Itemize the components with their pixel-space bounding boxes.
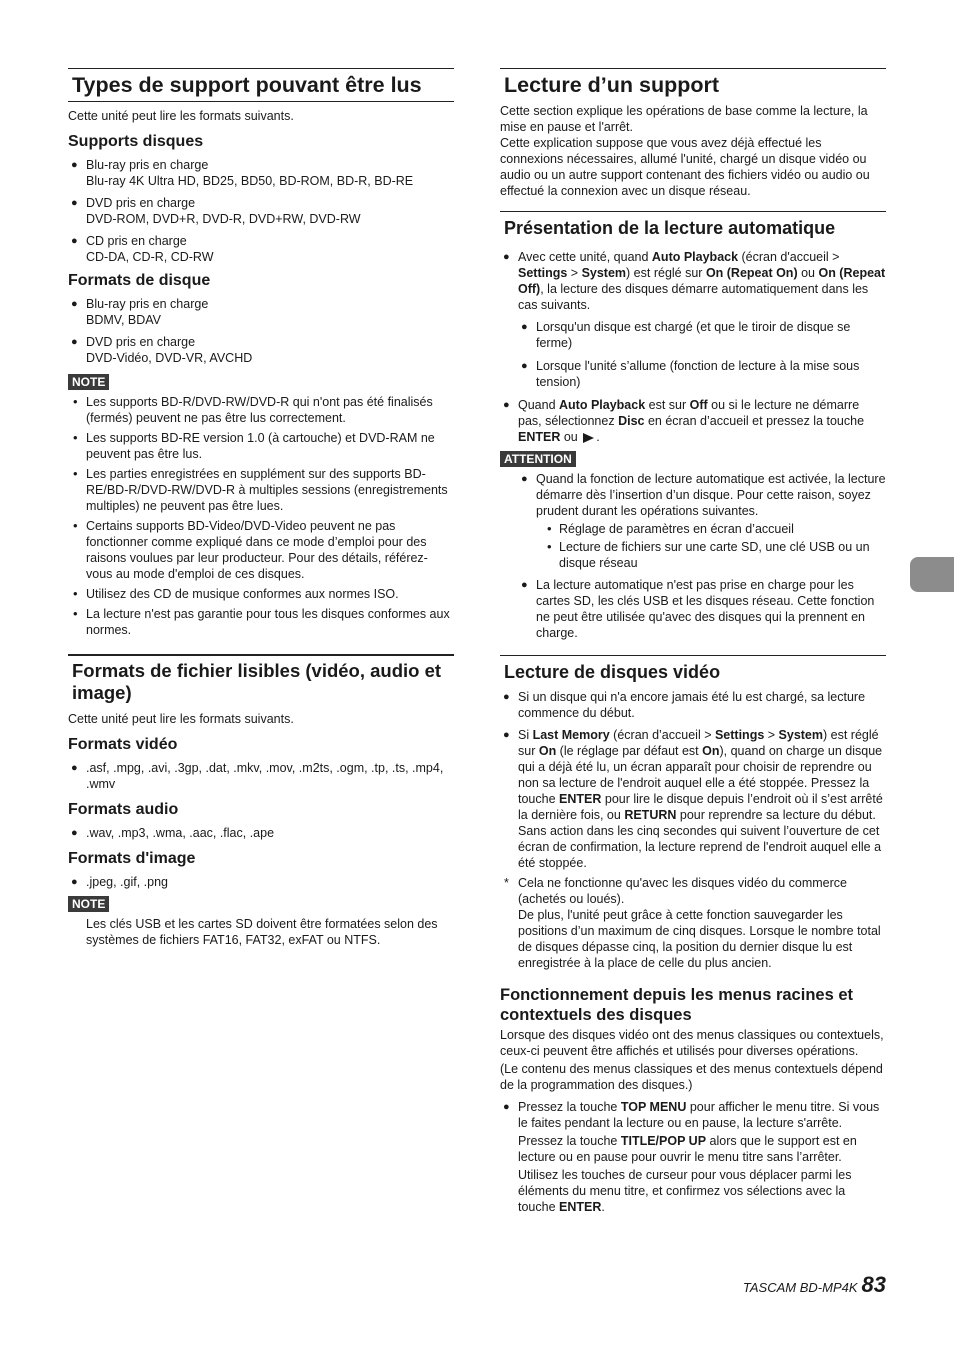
attention-sub-list xyxy=(500,521,886,571)
audio-formats-list xyxy=(68,825,454,841)
notes-list xyxy=(68,394,454,638)
left-column xyxy=(68,68,454,948)
list-item: • Les supports BD-R/DVD-RW/DVD-R qui n'ont pas été finalisés (fermés) peuvent ne pas être lus correctement. xyxy=(68,394,454,426)
list-item: ● Quand Auto Playback est sur Off ou si le lecture ne démarre pas, sélectionnez Disc en écran d’accueil et pressez la touche ENTER ou . xyxy=(500,397,886,445)
note-badge: NOTE xyxy=(68,896,109,912)
asterisk-mark: * xyxy=(504,876,509,890)
intro-text: Cette section explique les opérations de base comme la lecture, la mise en pause et l'arrêt. xyxy=(500,104,868,134)
supports-list xyxy=(68,157,454,265)
heading-supports-disques: Supports disques xyxy=(68,133,204,150)
heading-lecture-automatique: Présentation de la lecture automatique xyxy=(500,211,886,239)
list-item: • Lecture de fichiers sur une carte SD, une clé USB ou un disque réseau xyxy=(545,539,886,571)
list-item: ● Pressez la touche TOP MENU pour afficher le menu titre. Si vous le faites pendant la lecture ou en pause, la lecture s'arrête. xyxy=(500,1099,886,1131)
attention-badge: ATTENTION xyxy=(500,451,576,467)
menus-list xyxy=(500,1099,886,1131)
body-text: Pressez la touche TITLE/POP UP alors que le support est en lecture ou en pause pour ouvrir le menu titre sans l’arrêter. xyxy=(518,1134,857,1164)
list-item: ● La lecture automatique n'est pas prise en charge pour les cartes SD, les clés USB et les disques réseau. Cette fonction ne peut être utilisée qu'avec des disques qui la prennent en charge. xyxy=(518,577,886,641)
heading-formats-audio: Formats audio xyxy=(68,801,179,818)
list-item: • La lecture n'est pas garantie pour tous les disques conformes aux normes. xyxy=(68,606,454,638)
list-item: ● Avec cette unité, quand Auto Playback (écran d'accueil > Settings > System) est réglé sur On (Repeat On) ou On (Repeat Off), la lecture des disques démarre automatiquement dans les cas suivants. xyxy=(500,249,886,313)
video-formats-list xyxy=(68,760,454,792)
heading-formats-video: Formats vidéo xyxy=(68,736,178,753)
section-title-file-formats: Formats de fichier lisibles (vidéo, audio et image) xyxy=(68,654,454,707)
heading-formats-disque: Formats de disque xyxy=(68,272,211,289)
note-badge: NOTE xyxy=(68,374,109,390)
section-title-lecture: Lecture d’un support xyxy=(500,68,886,101)
chapter-tab xyxy=(910,557,954,592)
auto-list-2 xyxy=(500,397,886,445)
model-name: TASCAM BD-MP4K xyxy=(742,1280,858,1295)
auto-sub-list xyxy=(500,319,886,390)
list-item: ● Si un disque qui n'a encore jamais été lu est chargé, sa lecture commence du début. xyxy=(500,689,886,721)
body-text: Utilisez les touches de curseur pour vous déplacer parmi les éléments du menu titre, et confirmez vos sélections avec la touche ENTER. xyxy=(518,1168,852,1214)
list-item: • Utilisez des CD de musique conformes aux normes ISO. xyxy=(68,586,454,602)
list-item: ● Blu-ray pris en charge BDMV, BDAV xyxy=(68,296,454,328)
footnote: * Cela ne fonctionne qu'avec les disques vidéo du commerce (achetés ou loués). De plus, l'unité peut grâce à cette fonction sauvegarder les positions d’un maximum de cinq disques. Lorsque le nombre total de disques dépasse cinq, la position du dernier disque lu est enregistrée à la place de celle du plus ancien. xyxy=(504,876,881,970)
list-item: ● DVD pris en charge DVD-ROM, DVD+R, DVD-R, DVD+RW, DVD-RW xyxy=(68,195,454,227)
list-item: • Certains supports BD-Video/DVD-Video peuvent ne pas fonctionner comme expliqué dans ce mode d’emploi pour des raisons voulues par leur producteur. Pour des détails, référez-vous au mode d'emploi de ces disques. xyxy=(68,518,454,582)
list-item: ● Quand la fonction de lecture automatique est activée, la lecture démarre dès l’insertion d’un disque. Pour cette raison, soyez prudent durant les opérations suivantes. xyxy=(518,471,886,519)
formats-disque-list xyxy=(68,296,454,366)
list-item: ● DVD pris en charge DVD-Vidéo, DVD-VR, AVCHD xyxy=(68,334,454,366)
heading-lecture-disques-video: Lecture de disques vidéo xyxy=(500,655,886,683)
list-item: ● CD pris en charge CD-DA, CD-R, CD-RW xyxy=(68,233,454,265)
heading-menus: Fonctionnement depuis les menus racines et contextuels des disques xyxy=(500,986,854,1024)
page-number: 83 xyxy=(861,1272,886,1297)
attention-list xyxy=(500,471,886,519)
list-item: ● .asf, .mpg, .avi, .3gp, .dat, .mkv, .mov, .m2ts, .ogm, .tp, .ts, .mp4, .wmv xyxy=(68,760,454,792)
list-item: ● Lorsqu'un disque est chargé (et que le tiroir de disque se ferme) xyxy=(518,319,886,351)
list-item: ● .jpeg, .gif, .png xyxy=(68,874,454,890)
page-footer xyxy=(742,1272,886,1297)
section-title-supports: Types de support pouvant être lus xyxy=(68,68,454,102)
list-item: • Les parties enregistrées en supplément sur des supports BD-RE/BD-R/DVD-RW/DVD-R à multiples sessions (enregistrements multiples) ne peuvent pas être lues. xyxy=(68,466,454,514)
intro-text: Cette unité peut lire les formats suivants. xyxy=(68,109,294,123)
auto-list xyxy=(500,249,886,313)
right-column xyxy=(500,68,886,1215)
play-icon xyxy=(583,433,594,443)
list-item: ● Lorsque l'unité s’allume (fonction de lecture à la mise sous tension) xyxy=(518,358,886,390)
list-item: • Réglage de paramètres en écran d’accueil xyxy=(545,521,886,537)
note-text: Les clés USB et les cartes SD doivent être formatées selon des systèmes de fichiers FAT16, FAT32, exFAT ou NTFS. xyxy=(86,917,438,947)
list-item: ● .wav, .mp3, .wma, .aac, .flac, .ape xyxy=(68,825,454,841)
list-item: ● Blu-ray pris en charge Blu-ray 4K Ultra HD, BD25, BD50, BD-ROM, BD-R, BD-RE xyxy=(68,157,454,189)
body-text: (Le contenu des menus classiques et des menus contextuels dépend de la programmation des disques.) xyxy=(500,1062,883,1092)
list-item: ● Si Last Memory (écran d’accueil > Settings > System) est réglé sur On (le réglage par défaut est On), quand on charge un disque qui a déjà été lu, un écran apparaît pour choisir de reprendre ou non sa lecture de l'endroit auquel elle a été stoppée. Pressez la touche ENTER pour lire le disque depuis l’endroit où il s’est arrêté la dernière fois, ou RETURN pour reprendre sa lecture du début. Sans action dans les cinq secondes qui suivent l’ouverture de cet écran de confirmation, la lecture reprend de l'endroit auquel elle a été stoppée. xyxy=(500,727,886,871)
attention-list-2 xyxy=(500,577,886,641)
list-item: • Les supports BD-RE version 1.0 (à cartouche) et DVD-RAM ne peuvent pas être lus. xyxy=(68,430,454,462)
intro-text: Cette unité peut lire les formats suivants. xyxy=(68,712,294,726)
intro-text: Cette explication suppose que vous avez déjà effectué les connexions nécessaires, allumé l'unité, chargé un disque vidéo ou audio ou un autre support contenant des fichiers vidéo ou audio ou effectué la connexion avec un disque réseau. xyxy=(500,136,870,198)
image-formats-list xyxy=(68,874,454,890)
heading-formats-image: Formats d'image xyxy=(68,850,196,867)
video-list xyxy=(500,689,886,871)
body-text: Lorsque des disques vidéo ont des menus classiques ou contextuels, ceux-ci peuvent être affichés et utilisés pour diverses opérations. xyxy=(500,1028,884,1058)
